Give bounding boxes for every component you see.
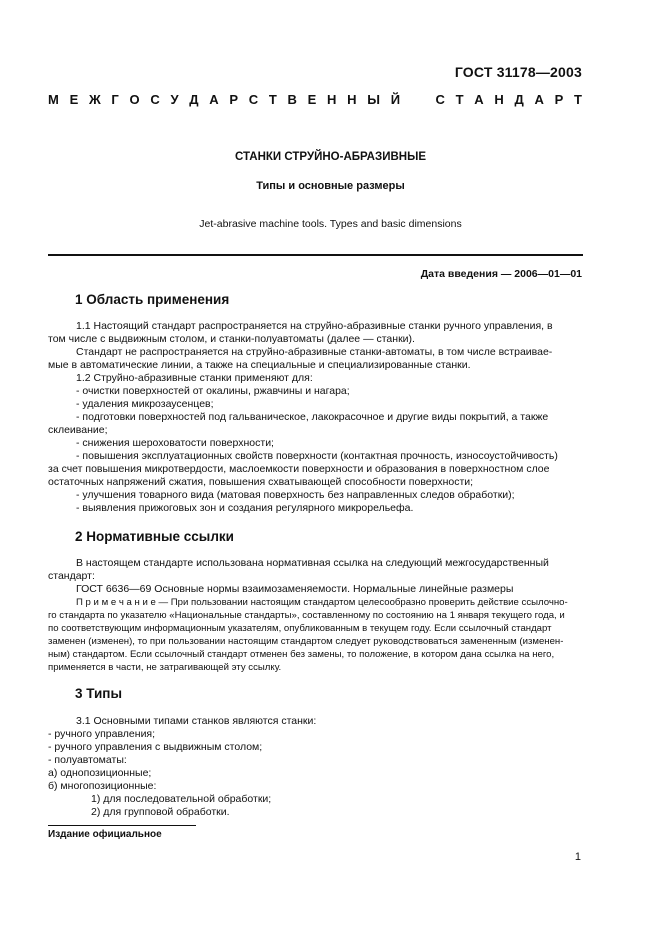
banner-letter: С: [248, 92, 259, 107]
banner-letter: А: [474, 92, 484, 107]
banner-letter: Д: [189, 92, 199, 107]
footer-divider: [48, 825, 196, 826]
banner-letter: Й: [390, 92, 401, 107]
page-number: 1: [574, 851, 581, 863]
s2-p1-line2: стандарт:: [48, 570, 95, 582]
banner-letter: Д: [514, 92, 524, 107]
banner-letter: А: [534, 92, 544, 107]
document-title: СТАНКИ СТРУЙНО-АБРАЗИВНЫЕ: [234, 151, 426, 163]
note-line: применяется в части, не затрагивающей эту ссылку.: [48, 662, 282, 673]
document-number: ГОСТ 31178—2003: [454, 64, 582, 80]
s1-p3: 1.2 Струйно-абразивные станки применяют для:: [76, 372, 313, 384]
banner-letter: Ж: [88, 92, 101, 107]
banner-letter: Е: [69, 92, 79, 107]
note-line: ным) стандартом. Если ссылочный стандарт отменен без замены, то положение, в котором дана ссылка на него,: [48, 649, 555, 660]
banner-gap: [411, 92, 425, 107]
english-title: Jet-abrasive machine tools. Types and basic dimensions: [199, 218, 462, 230]
list-item: - подготовки поверхностей под гальваническое, лакокрасочное и другие виды покрытий, а также: [76, 411, 549, 423]
s2-p1-line1: В настоящем стандарте использована нормативная ссылка на следующий межгосударственный: [76, 557, 549, 569]
banner-letter: Ы: [367, 92, 380, 107]
section-3-heading: 3 Типы: [75, 686, 122, 701]
banner-letter: В: [287, 92, 297, 107]
banner-letter: Е: [307, 92, 317, 107]
s1-p2-line1: Стандарт не распространяется на струйно-абразивные станки-автоматы, в том числе встраивае-: [76, 346, 553, 358]
banner-letter: С: [150, 92, 160, 107]
list-item: б) многопозиционные:: [48, 780, 157, 792]
banner-letter: Г: [111, 92, 119, 107]
section-1-heading: 1 Область применения: [75, 292, 230, 307]
document-subtitle: Типы и основные размеры: [256, 180, 405, 192]
banner-letter: М: [48, 92, 59, 107]
list-item: 2) для групповой обработки.: [91, 806, 230, 818]
list-item: остаточных напряжений сжатия, повышения схватывающей способности поверхности;: [48, 476, 474, 488]
list-item: 1) для последовательной обработки;: [91, 793, 272, 805]
banner-letter: Н: [347, 92, 357, 107]
list-item: за счет повышения микротвердости, маслоемкости поверхности и образования в поверхностном слое: [48, 463, 550, 475]
note-line: заменен (изменен), то при пользовании настоящим стандартом следует руководствоваться замененным (изменен-: [48, 636, 564, 647]
list-item: - ручного управления;: [48, 728, 156, 740]
banner-letter: Н: [494, 92, 504, 107]
list-item: - ручного управления с выдвижным столом;: [48, 741, 263, 753]
banner-letter: А: [209, 92, 219, 107]
section-2-heading: 2 Нормативные ссылки: [75, 529, 234, 544]
banner-letter: Р: [554, 92, 564, 107]
banner-letter: Т: [573, 92, 582, 107]
header-divider: [48, 254, 583, 256]
s3-p1: 3.1 Основными типами станков являются станки:: [76, 715, 317, 727]
banner-letter: Н: [327, 92, 337, 107]
banner-letter: С: [435, 92, 445, 107]
banner-letter: Т: [455, 92, 464, 107]
normative-reference: ГОСТ 6636—69 Основные нормы взаимозаменяемости. Нормальные линейные размеры: [76, 583, 514, 595]
official-edition-label: Издание официальное: [48, 829, 162, 840]
banner-letter: У: [170, 92, 179, 107]
note-line: по соответствующим информационным указателям, опубликованным в текущем году. Если ссылочный стандарт: [48, 623, 552, 634]
list-item: а) однопозиционные;: [48, 767, 152, 779]
banner-letter: Т: [268, 92, 277, 107]
list-item: - повышения эксплуатационных свойств поверхности (контактная прочность, износоустойчивость): [76, 450, 558, 462]
introduction-date: Дата введения — 2006—01—01: [420, 268, 582, 280]
note-line-1: П р и м е ч а н и е — При пользовании настоящим стандартом целесообразно проверить действие ссылочно-: [76, 597, 568, 608]
banner-letter: Р: [229, 92, 239, 107]
s1-p1-line2: том числе с выдвижным столом, и станки-полуавтоматы (далее — станки).: [48, 333, 415, 345]
list-item: - полуавтоматы:: [48, 754, 127, 766]
s1-p2-line2: мые в автоматические линии, а также на специальные и специализированные станки.: [48, 359, 471, 371]
interstate-standard-banner: [48, 92, 582, 107]
list-item: - снижения шероховатости поверхности;: [76, 437, 274, 449]
list-item: - улучшения товарного вида (матовая поверхность без направленных следов обработки);: [76, 489, 515, 501]
list-item: - выявления прижоговых зон и создания регулярного микрорельефа.: [76, 502, 414, 514]
note-line: го стандарта по указателю «Национальные стандарты», составленному по состоянию на 1 января текущего года, и: [48, 610, 565, 621]
list-item: - очистки поверхностей от окалины, ржавчины и нагара;: [76, 385, 350, 397]
banner-letter: О: [129, 92, 140, 107]
list-item: склеивание;: [48, 424, 108, 436]
s1-p1-line1: 1.1 Настоящий стандарт распространяется на струйно-абразивные станки ручного управления, в: [76, 320, 553, 332]
note-label: П р и м е ч а н и е: [76, 597, 156, 608]
list-item: - удаления микрозаусенцев;: [76, 398, 214, 410]
